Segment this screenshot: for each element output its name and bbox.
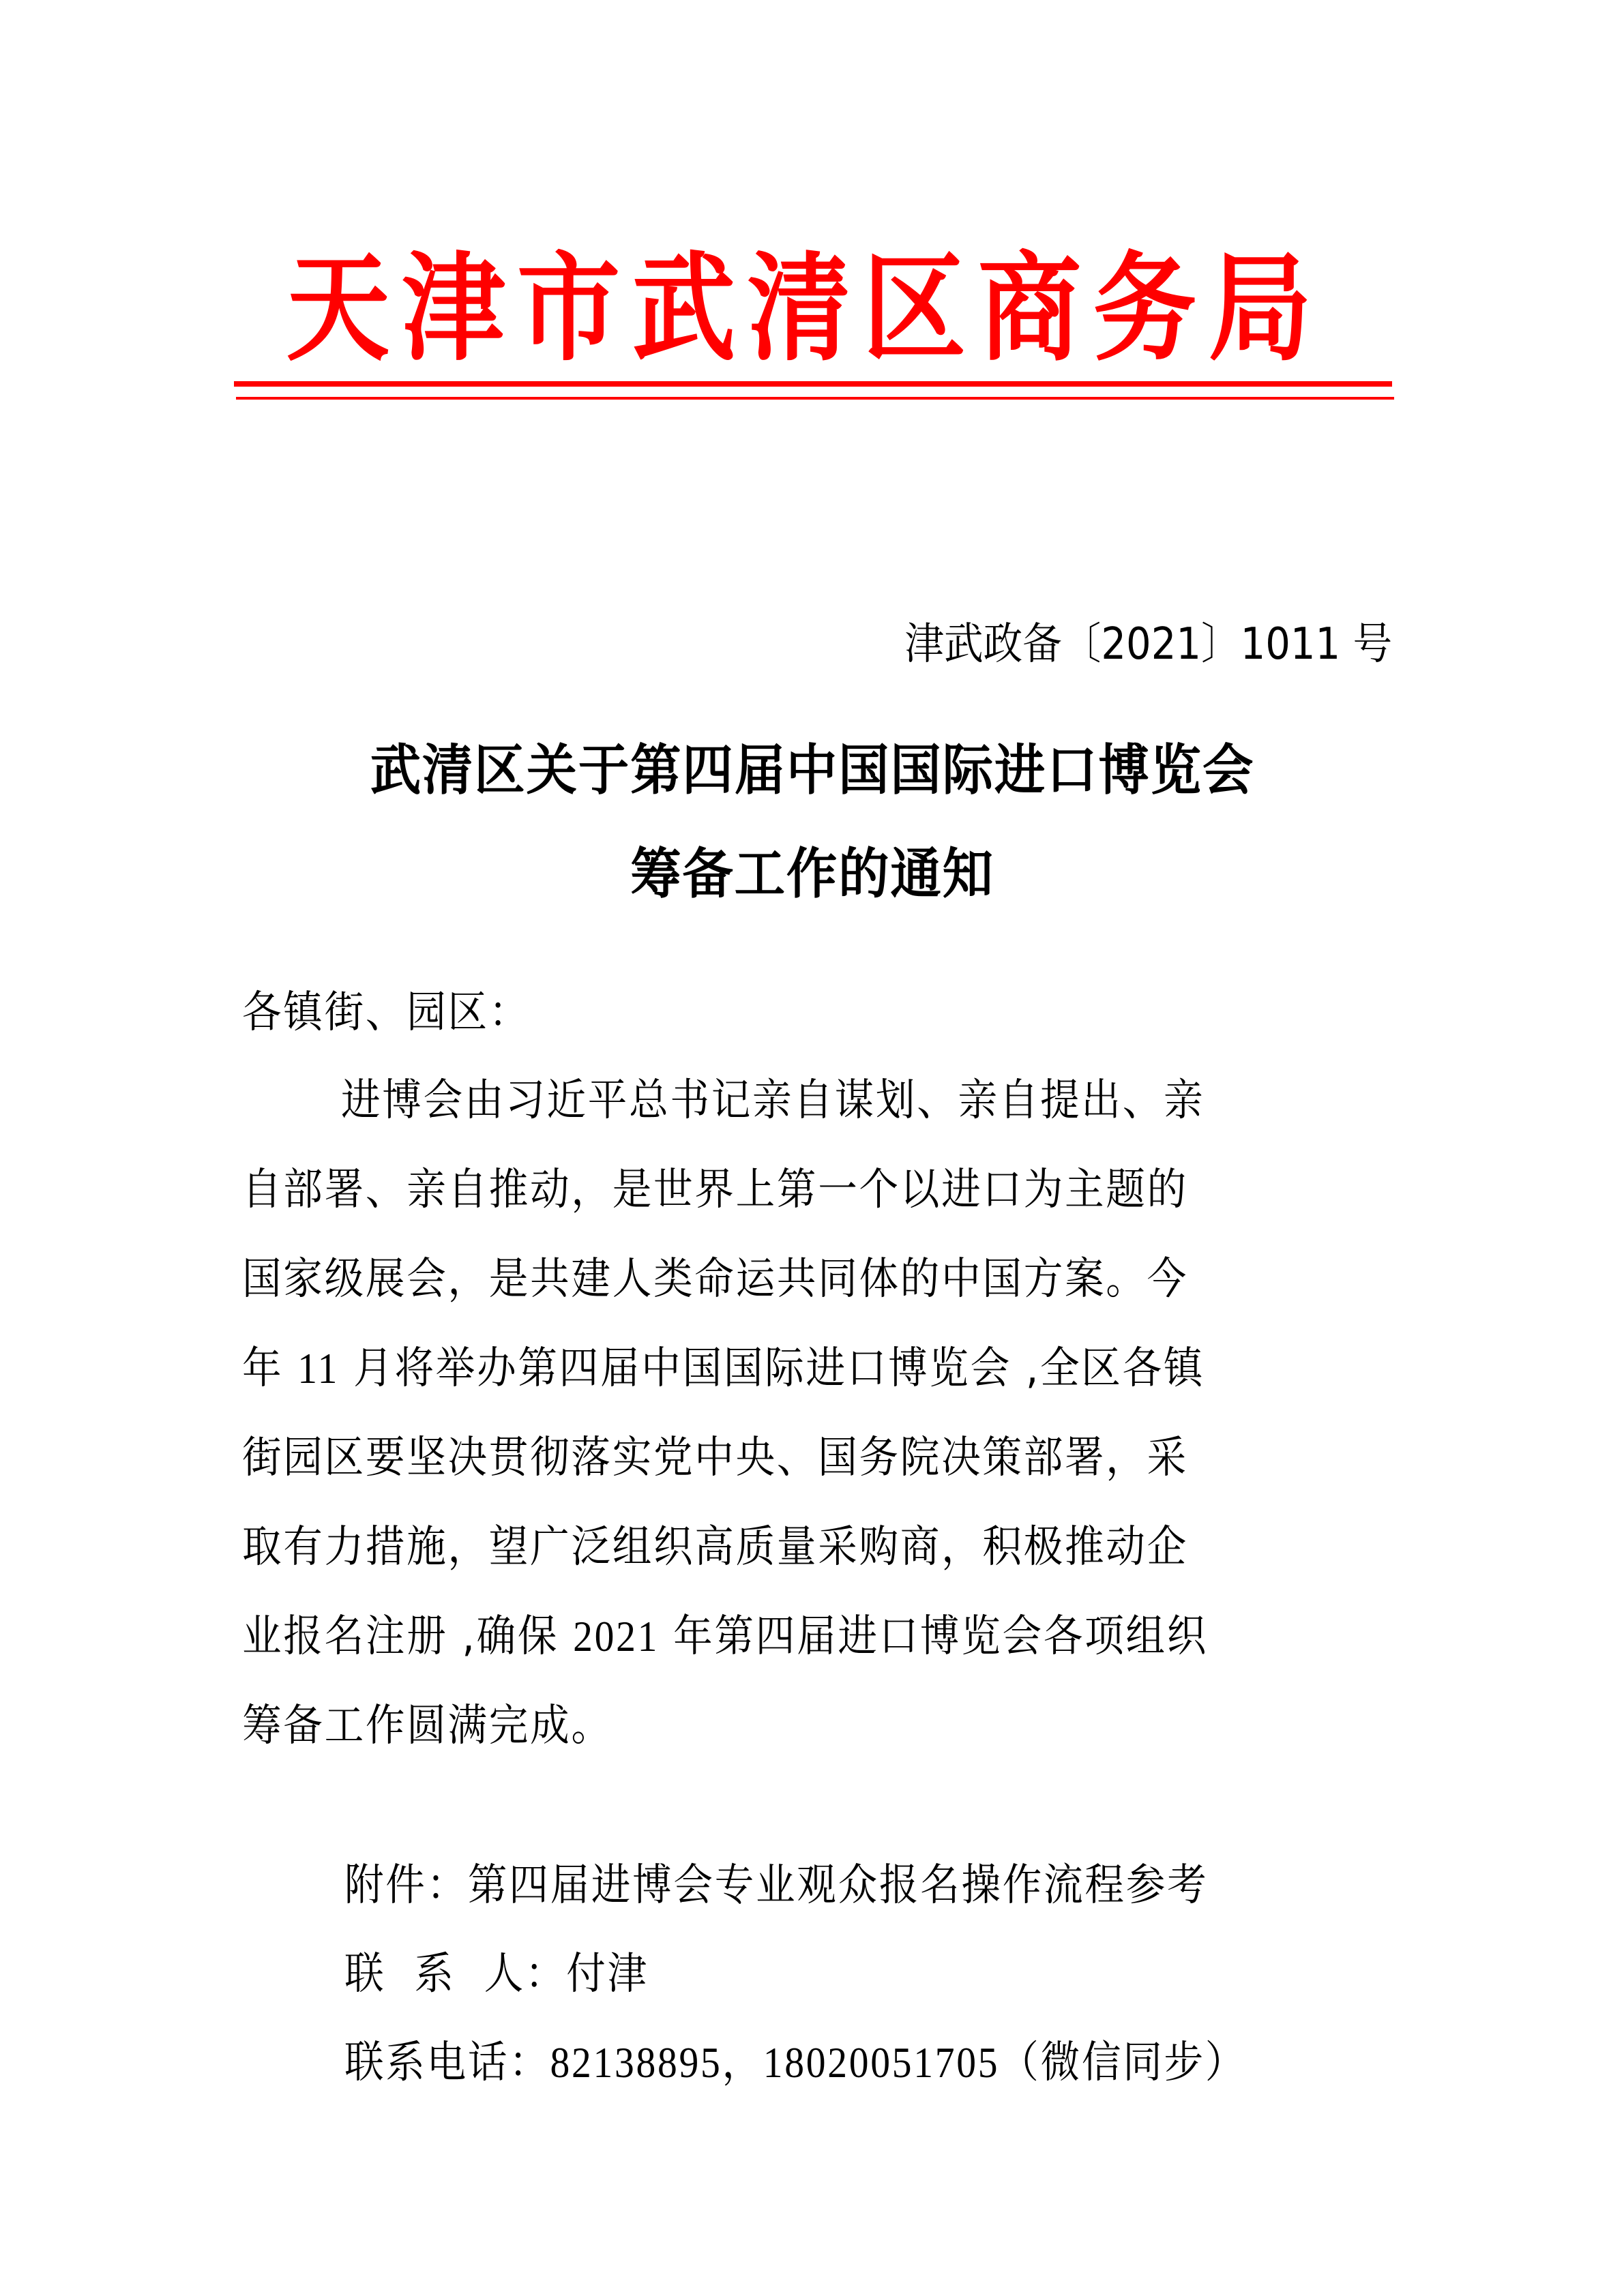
phone-line [344, 2036, 1346, 2090]
attachment-label: 附件： [344, 1860, 468, 1911]
body-text: 年第四届进口博览会各项组织 [659, 1611, 1209, 1662]
body-text: 筹备工作圆满完成。 [242, 1701, 612, 1751]
body-number: 11 [297, 1344, 340, 1392]
title-line-2 [0, 840, 1624, 908]
phone-note: （微信同步） [999, 2038, 1247, 2088]
letterhead [286, 240, 1337, 376]
document-number: 津武政备〔2021〕1011 号 [904, 619, 1392, 670]
body-number: 2021 [573, 1612, 660, 1660]
phone-numbers: 82138895，18020051705 [550, 2038, 1000, 2087]
body-line [242, 1431, 1293, 1485]
body-line [242, 1520, 1293, 1575]
body-text: 国家级展会，是共建人类命运共同体的中国方案。今 [242, 1254, 1188, 1304]
body-text: 业报名注册 ,确保 [242, 1611, 574, 1662]
salutation [242, 985, 562, 1040]
body-text: 自部署、亲自推动，是世界上第一个以进口为主题的 [242, 1165, 1188, 1215]
title-text-2: 筹备工作的通知 [630, 842, 994, 906]
attachment-line [344, 1858, 1304, 1913]
body-line [242, 1252, 1293, 1307]
salutation-text: 各镇街、园区： [242, 987, 531, 1038]
body-text: 进博会由习近平总书记亲自谋划、亲自提出、亲 [341, 1075, 1205, 1126]
issuer-name: 天津市武清区商务局 [286, 239, 1324, 377]
title-text-1: 武清区关于第四届中国国际进口博览会 [370, 739, 1254, 802]
contact-value: 付津 [566, 1949, 649, 1999]
contact-line [344, 1947, 682, 2001]
phone-label: 联系电话： [344, 2038, 550, 2088]
body-line [242, 1699, 653, 1753]
body-text: 街园区要坚决贯彻落实党中央、国务院决策部署，采 [242, 1433, 1188, 1483]
title-line-1 [0, 736, 1624, 805]
body-line [242, 1609, 1315, 1664]
body-line [242, 1341, 1312, 1396]
letterhead-rule-thin [236, 397, 1394, 400]
body-line [341, 1073, 1301, 1128]
body-line [242, 1163, 1293, 1217]
body-text: 月将举办第四届中国国际进口博览会 ,全区各镇 [339, 1343, 1205, 1394]
body-text: 年 [242, 1343, 298, 1394]
attachment-value: 第四届进博会专业观众报名操作流程参考 [467, 1860, 1209, 1911]
body-text: 取有力措施，望广泛组织高质量采购商，积极推动企 [242, 1522, 1188, 1572]
letterhead-rule-thick [234, 381, 1392, 387]
contact-label: 联 系 人： [344, 1949, 567, 1999]
